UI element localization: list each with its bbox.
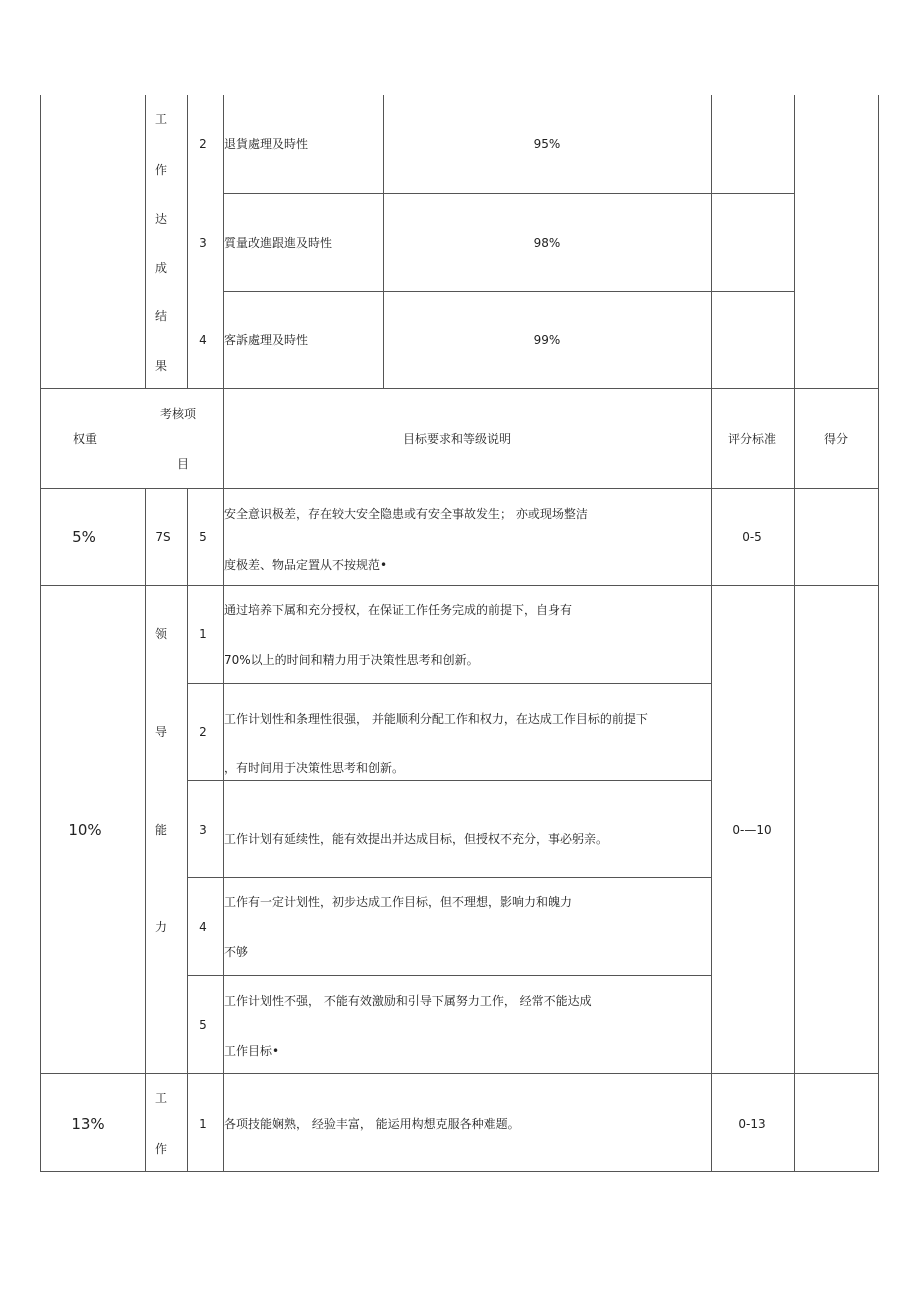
- section-weight: 5%: [72, 528, 96, 546]
- category-char: 领: [154, 627, 168, 641]
- row-number: 3: [199, 823, 207, 837]
- row-number: 1: [199, 1117, 207, 1131]
- grid-line: [40, 488, 879, 489]
- section-weight: 10%: [68, 821, 102, 839]
- section-standard: 0-—10: [732, 823, 772, 837]
- row-description: 工作有一定计划性，初步达成工作目标，但不理想，影响力和魄力: [224, 895, 573, 909]
- row-number: 5: [199, 530, 207, 544]
- category-char: 作: [154, 163, 168, 177]
- grid-line: [145, 95, 146, 388]
- category-char: 达: [154, 212, 168, 226]
- category-char: 果: [154, 359, 168, 373]
- row-item: 質量改進跟進及時性: [224, 236, 333, 250]
- row-number: 4: [199, 920, 207, 934]
- row-target: 95%: [533, 137, 561, 151]
- grid-line: [794, 95, 795, 1171]
- header-weight: 权重: [72, 432, 98, 446]
- grid-line: [711, 95, 712, 1171]
- row-target: 99%: [533, 333, 561, 347]
- category-char: 成: [154, 261, 168, 275]
- row-number: 1: [199, 627, 207, 641]
- grid-line: [383, 95, 384, 388]
- category-char: 结: [154, 309, 168, 323]
- grid-line: [40, 1171, 879, 1172]
- category-char: 导: [154, 725, 168, 739]
- grid-line: [187, 975, 711, 976]
- row-description: 不够: [224, 945, 249, 959]
- grid-line: [40, 1073, 879, 1074]
- row-description: 工作计划性和条理性很强， 并能顺利分配工作和权力，在达成工作目标的前提下: [224, 712, 648, 726]
- row-description: 工作目标•: [224, 1044, 280, 1058]
- section-standard: 0-5: [742, 530, 762, 544]
- grid-line: [223, 193, 794, 194]
- row-item: 退貨處理及時性: [224, 137, 309, 151]
- grid-line: [187, 683, 711, 684]
- section-weight: 13%: [71, 1115, 105, 1133]
- row-description: 70%以上的时间和精力用于决策性思考和创新。: [224, 653, 479, 667]
- grid-line: [40, 585, 879, 586]
- grid-line: [40, 388, 879, 389]
- row-number: 2: [199, 725, 207, 739]
- grid-line: [145, 488, 146, 1171]
- section-standard: 0-13: [738, 1117, 766, 1131]
- row-description: 度极差、物品定置从不按规范•: [224, 558, 388, 572]
- row-item: 客訴處理及時性: [224, 333, 309, 347]
- header-item: 目: [176, 457, 190, 471]
- row-description: 通过培养下属和充分授权，在保证工作任务完成的前提下，自身有: [224, 603, 573, 617]
- grid-line: [187, 488, 188, 1171]
- row-target: 98%: [533, 236, 561, 250]
- row-description: 工作计划性不强， 不能有效激励和引导下属努力工作， 经常不能达成: [224, 994, 592, 1008]
- row-description: 安全意识极差，存在较大安全隐患或有安全事故发生； 亦或现场整洁: [224, 507, 588, 521]
- category-char: 力: [154, 920, 168, 934]
- grid-line: [878, 95, 879, 1171]
- category-char: 工: [154, 112, 168, 126]
- section-item: 7S: [155, 530, 171, 544]
- header-standard: 评分标准: [727, 432, 777, 446]
- header-item: 考核项: [159, 407, 197, 421]
- grid-line: [40, 95, 41, 1171]
- row-number: 5: [199, 1018, 207, 1032]
- grid-line: [187, 95, 188, 388]
- row-description: 工作计划有延续性，能有效提出并达成目标，但授权不充分，事必躬亲。: [224, 832, 609, 846]
- grid-line: [187, 877, 711, 878]
- row-number: 3: [199, 236, 207, 250]
- grid-line: [187, 780, 711, 781]
- category-char: 工: [154, 1091, 168, 1105]
- grid-line: [223, 95, 224, 1171]
- header-score: 得分: [823, 432, 849, 446]
- category-char: 能: [154, 823, 168, 837]
- category-char: 作: [154, 1142, 168, 1156]
- grid-line: [223, 291, 794, 292]
- row-description: 各项技能娴熟， 经验丰富， 能运用构想克服各种难题。: [224, 1117, 520, 1131]
- row-description: ，有时间用于决策性思考和创新。: [224, 761, 405, 775]
- header-requirement: 目标要求和等级说明: [402, 432, 512, 446]
- row-number: 4: [199, 333, 207, 347]
- row-number: 2: [199, 137, 207, 151]
